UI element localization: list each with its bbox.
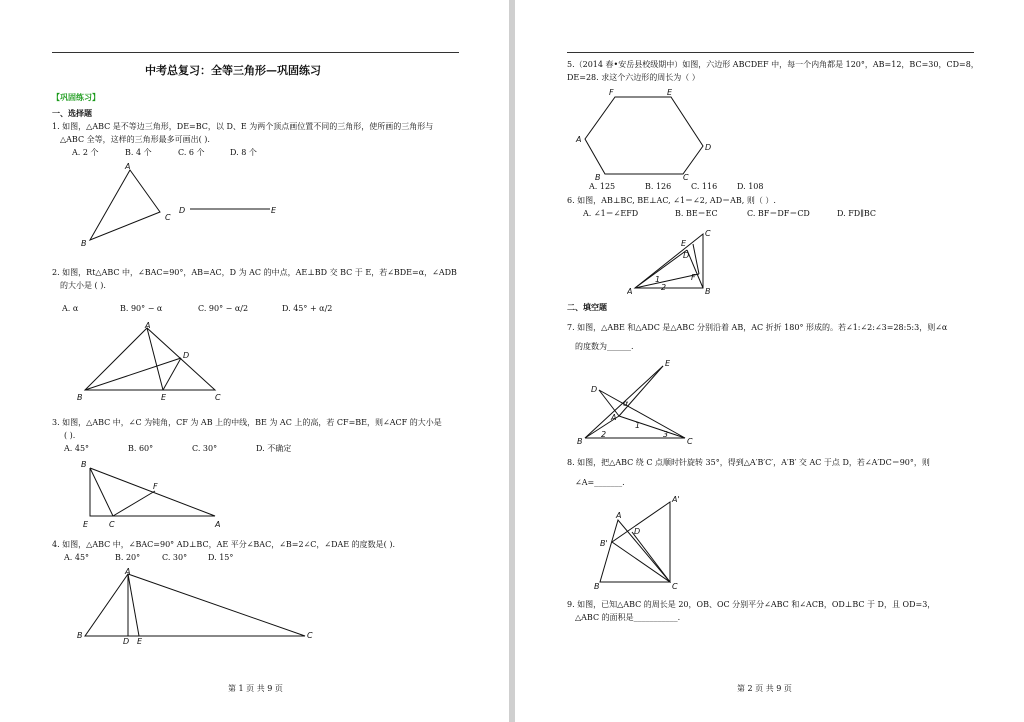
q5-option-b: B. 126	[645, 182, 672, 191]
fig6-label-b: B	[705, 287, 711, 296]
fig7-angle-2: 2	[601, 430, 607, 439]
fig5-label-e: E	[667, 88, 673, 97]
q7-line1: 7. 如图，△ABE 和△ADC 是△ABC 分别沿着 AB，AC 折折 180° 形成的。若∠1:∠2:∠3=28:5:3，则∠α	[567, 323, 948, 332]
fig8-label-b-prime: B'	[600, 539, 608, 548]
fig4-label-e: E	[137, 637, 143, 646]
fig5-label-b: B	[595, 173, 601, 180]
q3-line2: ( ).	[64, 431, 76, 440]
q8-line2: ∠A=_______.	[575, 478, 625, 487]
fig5-label-a: A	[576, 135, 582, 144]
fig7-label-d: D	[591, 385, 598, 394]
fig2-label-a: A	[145, 321, 151, 330]
fig5-label-f: F	[609, 88, 614, 97]
q3-line1: 3. 如图，△ABC 中，∠C 为钝角，CF 为 AB 上的中线，BE 为 AC 上的高，若 CF=BE，则∠ACF 的大小是	[52, 418, 442, 427]
section-fill-heading: 二、填空题	[567, 302, 607, 312]
fig6-segment-df	[693, 244, 699, 274]
fig3-segment-cf	[113, 491, 155, 516]
q6-option-a: A. ∠1＝∠EFD	[583, 209, 639, 218]
fig1-label-b: B	[81, 239, 87, 248]
fig2-label-c: C	[215, 393, 221, 402]
fig3-label-a: A	[215, 520, 221, 529]
fig8-segment-dc	[632, 532, 670, 582]
figure-q4	[75, 566, 315, 646]
q9-line2: △ABC 的面积是___________.	[575, 613, 681, 622]
fig4-label-b: B	[77, 631, 83, 640]
q1-line1: 1. 如图，△ABC 是不等边三角形，DE=BC，以 D、E 为两个顶点画位置不同的三角形，使所画的三角形与	[52, 122, 434, 131]
fig4-segment-ae	[128, 574, 139, 636]
q2-option-d: D. 45° + α/2	[282, 304, 333, 313]
figure-q3	[75, 458, 235, 533]
fig6-label-e: E	[681, 239, 687, 248]
q1-line2: △ABC 全等，这样的三角形最多可画出( ).	[60, 135, 210, 144]
section-choice-heading: 一、选择题	[52, 108, 92, 118]
fig1-triangle-abc	[90, 170, 160, 240]
q1-option-b: B. 4 个	[125, 148, 152, 157]
q5-option-d: D. 108	[737, 182, 764, 191]
fig7-label-a: A	[611, 413, 617, 422]
q1-option-c: C. 6 个	[178, 148, 205, 157]
header-rule	[52, 52, 459, 53]
fig6-label-a: A	[627, 287, 633, 296]
q6-option-b: B. BE＝EC	[675, 209, 718, 218]
q1-option-a: A. 2 个	[72, 148, 99, 157]
figure-q6	[627, 226, 737, 296]
q6-line1: 6. 如图，AB⊥BC, BE⊥AC, ∠1＝∠2, AD＝AB, 则（ ）.	[567, 196, 776, 205]
fig1-label-c: C	[165, 213, 171, 222]
q9-line1: 9. 如图，已知△ABC 的周长是 20，OB、OC 分别平分∠ABC 和∠ACB，OD⊥BC 于 D，且 OD=3，	[567, 600, 936, 609]
fig4-label-c: C	[307, 631, 313, 640]
fig8-label-d: D	[634, 527, 641, 536]
fig7-label-e: E	[665, 359, 671, 368]
fig6-angle-2: 2	[661, 283, 667, 292]
fig7-label-b: B	[577, 437, 583, 446]
fig6-label-d: D	[683, 251, 690, 260]
fig8-label-a-prime: A'	[672, 495, 680, 504]
fig5-label-c: C	[683, 173, 689, 180]
q3-option-a: A. 45°	[64, 444, 90, 453]
q3-option-b: B. 60°	[128, 444, 154, 453]
fig6-label-c: C	[705, 229, 711, 238]
fig2-label-e: E	[161, 393, 167, 402]
q4-option-b: B. 20°	[115, 553, 141, 562]
fig3-label-b: B	[81, 460, 87, 469]
header-rule	[567, 52, 974, 53]
q4-option-c: C. 30°	[162, 553, 188, 562]
fig2-label-b: B	[77, 393, 83, 402]
q1-option-d: D. 8 个	[230, 148, 257, 157]
fig2-label-d: D	[183, 351, 190, 360]
q2-option-b: B. 90° − α	[120, 304, 163, 313]
q4-line1: 4. 如图，△ABC 中，∠BAC=90° AD⊥BC，AE 平分∠BAC，∠B=2∠C，∠DAE 的度数是( ).	[52, 540, 396, 549]
q4-option-a: A. 45°	[64, 553, 90, 562]
fig6-angle-1: 1	[655, 275, 661, 284]
fig7-segment-ea	[619, 366, 663, 416]
fig4-label-a: A	[125, 567, 131, 576]
fig8-label-b: B	[594, 582, 600, 590]
q2-option-c: C. 90° − α/2	[198, 304, 249, 313]
fig2-triangle-abc	[85, 328, 215, 390]
fig1-label-e: E	[271, 206, 277, 215]
page-2-footer: 第 2 页 共 9 页	[737, 684, 792, 693]
practice-tag: 【巩固练习】	[52, 92, 100, 102]
q4-option-d: D. 15°	[208, 553, 234, 562]
q5-line1: 5.（2014 春•安岳县校级期中）如图，六边形 ABCDEF 中，每一个内角都是 120°，AB=12，BC=30，CD=8，	[567, 60, 979, 69]
figure-q5	[575, 84, 725, 180]
document-title: 中考总复习：全等三角形—巩固练习	[145, 64, 321, 77]
q6-option-c: C. BF＝DF＝CD	[747, 209, 810, 218]
fig3-label-c: C	[109, 520, 115, 529]
fig8-label-c: C	[672, 582, 678, 590]
fig8-label-a: A	[616, 511, 622, 520]
figure-q7	[575, 358, 695, 448]
q2-line2: 的大小是 ( ).	[60, 281, 106, 290]
fig3-label-e: E	[83, 520, 89, 529]
fig1-label-a: A	[125, 162, 131, 171]
fig7-label-c: C	[687, 437, 693, 446]
fig7-angle-3: 3	[663, 430, 669, 439]
fig5-label-d: D	[705, 143, 712, 152]
q5-option-c: C. 116	[691, 182, 718, 191]
fig2-segment-bd	[85, 358, 181, 390]
page-2	[515, 0, 1024, 722]
page-1	[0, 0, 509, 722]
fig3-label-f: F	[153, 482, 158, 491]
fig2-segment-ae	[147, 328, 163, 390]
fig4-label-d: D	[123, 637, 130, 646]
figure-q2	[75, 320, 235, 405]
q2-line1: 2. 如图，Rt△ABC 中，∠BAC=90°，AB=AC，D 为 AC 的中点，AE⊥BD 交 BC 于 E，若∠BDE=α，∠ADB	[52, 268, 457, 277]
q5-line2: DE=28. 求这个六边形的周长为（ ）	[567, 73, 700, 82]
page-1-footer: 第 1 页 共 9 页	[228, 684, 283, 693]
fig6-label-f: F	[691, 273, 696, 282]
fig7-label-alpha: α	[623, 399, 629, 408]
fig7-angle-1: 1	[635, 421, 641, 430]
q5-option-a: A. 125	[589, 182, 616, 191]
fig4-triangle-abc	[85, 574, 305, 636]
fig1-label-d: D	[179, 206, 186, 215]
q3-option-c: C. 30°	[192, 444, 218, 453]
fig5-hexagon	[585, 97, 703, 174]
q3-option-d: D. 不确定	[256, 444, 292, 453]
q6-option-d: D. FD∥BC	[837, 209, 877, 218]
q8-line1: 8. 如图，把△ABC 绕 C 点顺时针旋转 35°，得到△A′B′C′，A′B′ 交 AC 于点 D，若∠A′DC＝90°，则	[567, 458, 930, 467]
q7-line2: 的度数为______.	[575, 342, 634, 351]
figure-q1	[75, 160, 285, 250]
q2-option-a: A. α	[62, 304, 79, 313]
figure-q8	[590, 490, 700, 590]
